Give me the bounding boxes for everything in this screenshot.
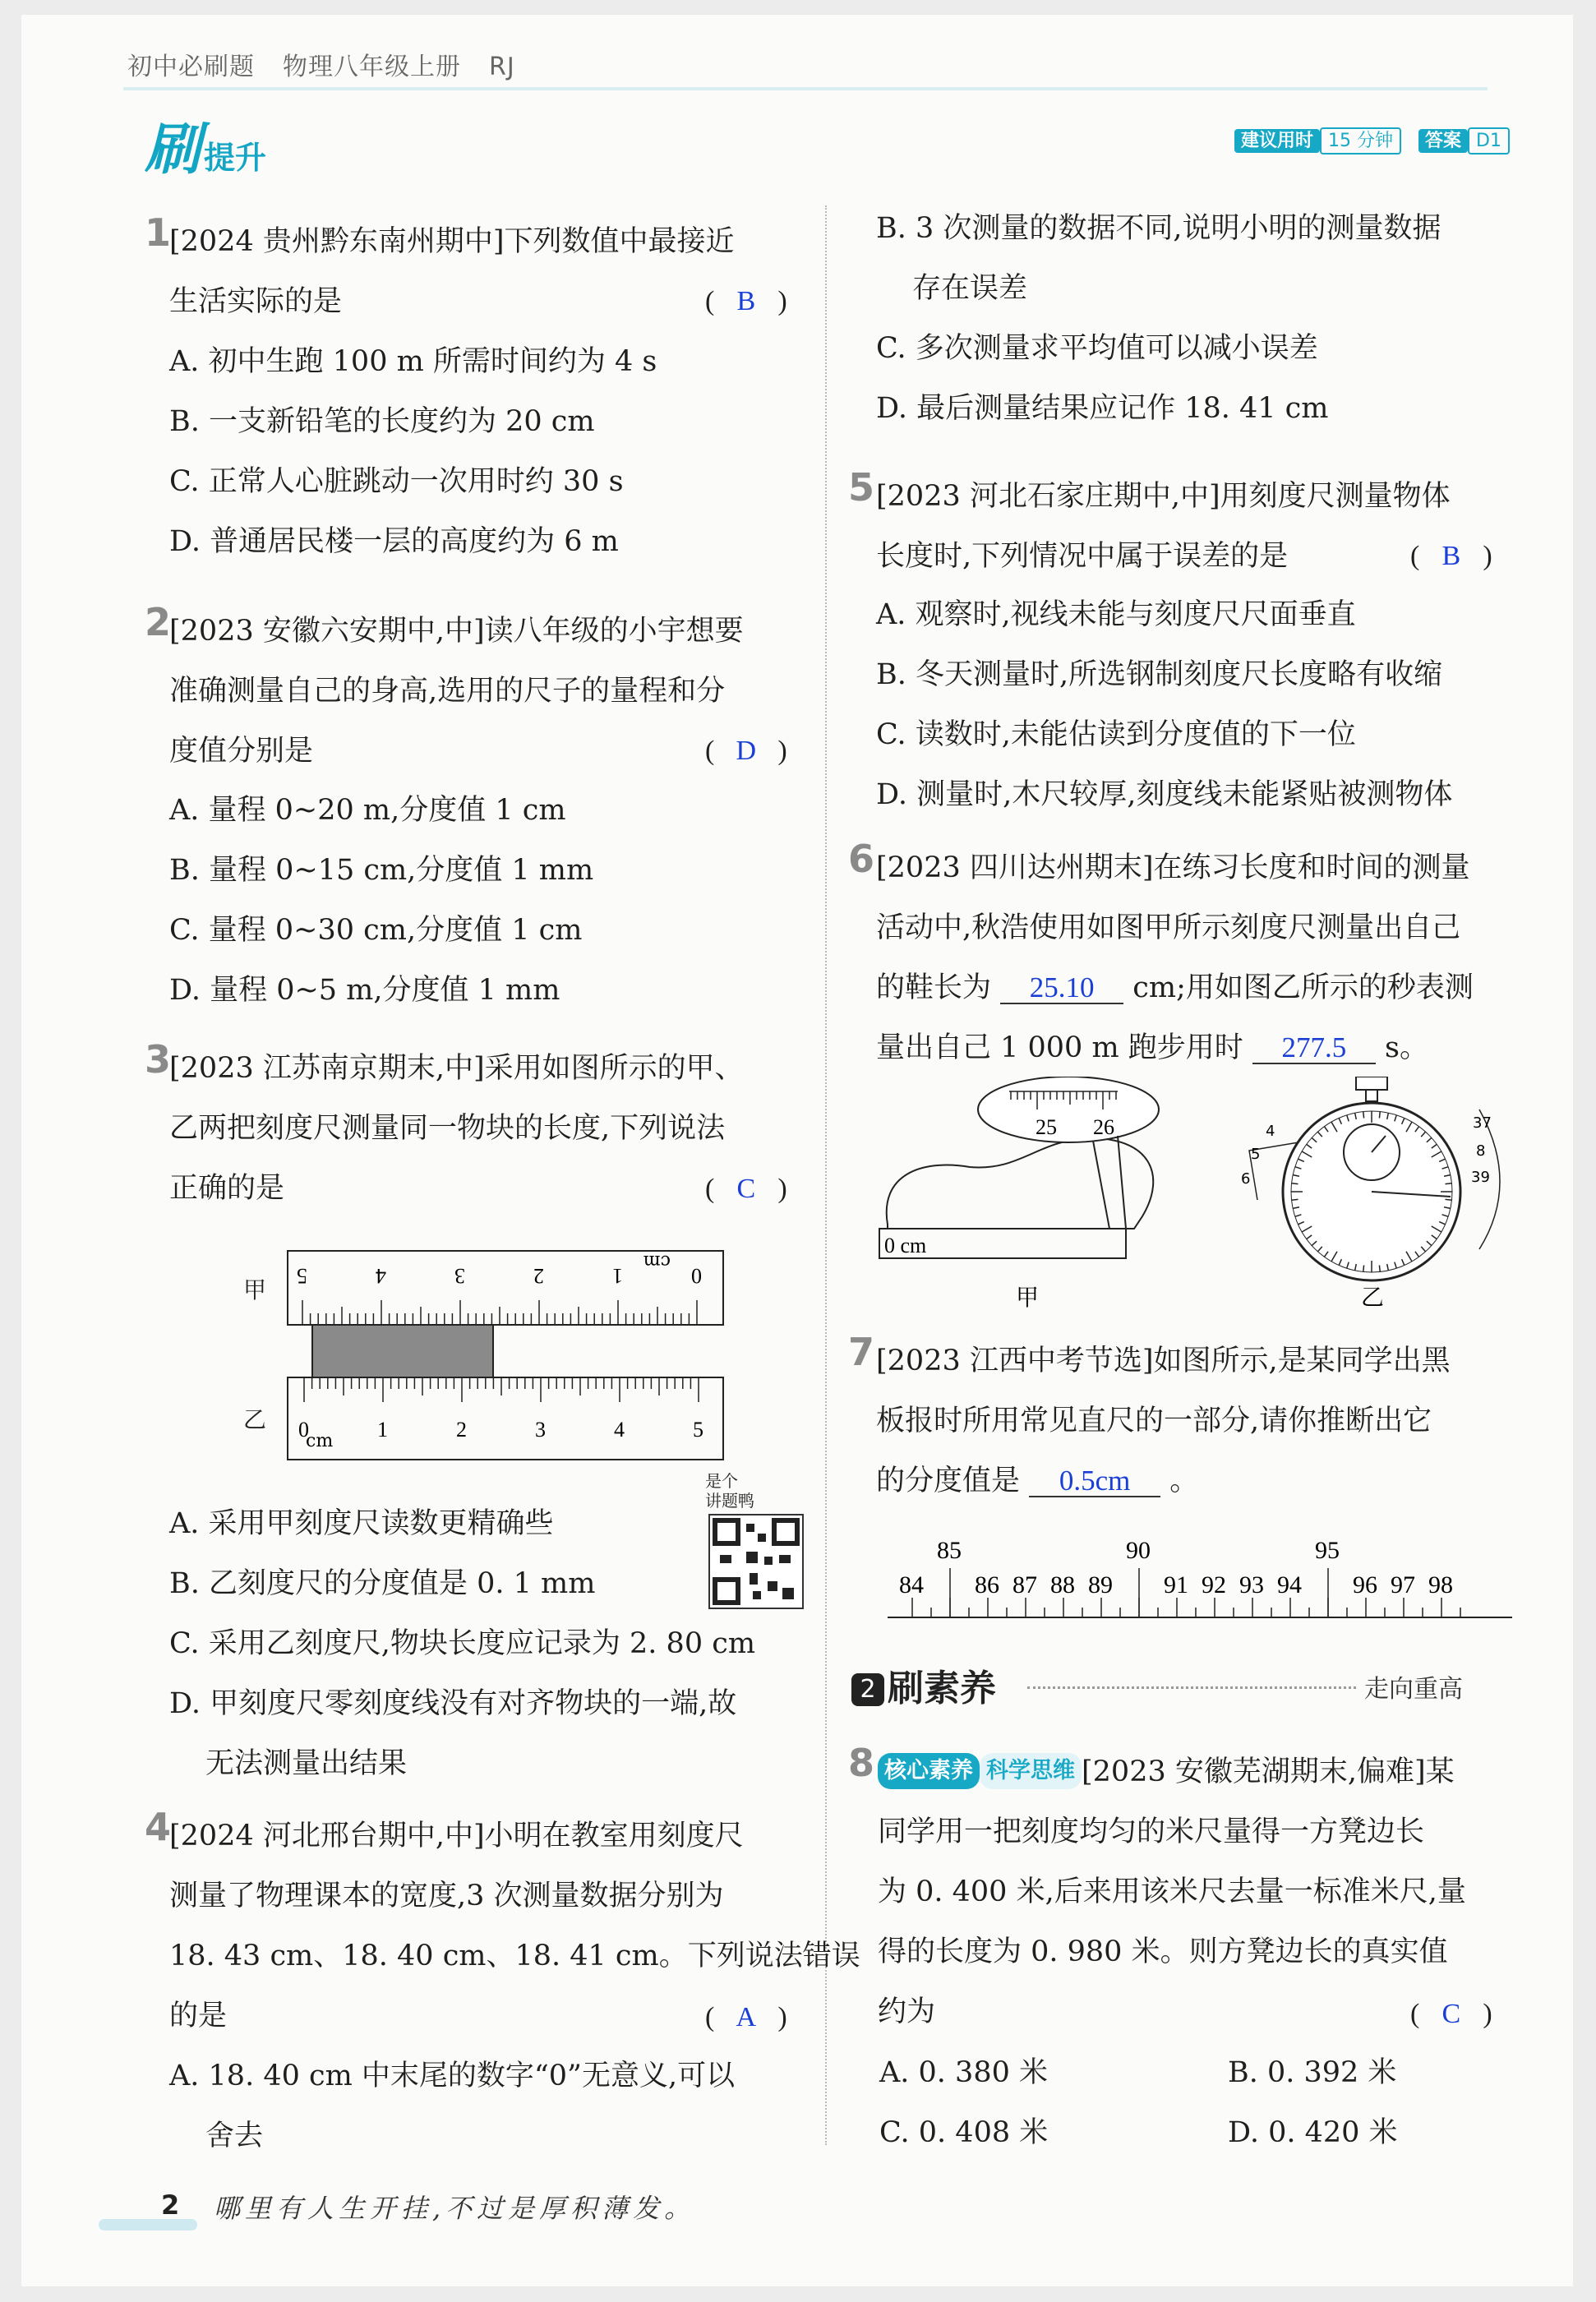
- q4-option-b: B. 3 次测量的数据不同,说明小明的测量数据: [876, 212, 1441, 245]
- q4-answer: ( A ): [705, 2002, 787, 2032]
- q4-option-a-cont: 舍去: [205, 2120, 264, 2152]
- q6-figure: [871, 1077, 1529, 1315]
- section-dotline: [1027, 1686, 1356, 1689]
- q4-line: 测量了物理课本的宽度,3 次测量数据分别为: [169, 1880, 724, 1912]
- q4-options-left: [169, 2046, 735, 2166]
- shoe-outline: [887, 1138, 1154, 1229]
- q3-line: 正确的是: [169, 1172, 285, 1205]
- ruler-jia-tick-label: 1: [612, 1264, 623, 1288]
- q4-option-d: D. 最后测量结果应记作 18. 41 cm: [876, 392, 1329, 425]
- q8-line: 同学用一把刻度均匀的米尺量得一方凳边长: [878, 1815, 1425, 1848]
- q3-answer: ( C ): [705, 1174, 787, 1204]
- q3-number: 3: [145, 1037, 172, 1082]
- footer-motto: 哪里有人生开挂,不过是厚积薄发。: [214, 2193, 696, 2224]
- q6-text: 量出自己 1 000 m 跑步用时: [876, 1031, 1243, 1064]
- q3-option-d: D. 甲刻度尺零刻度线没有对齐物块的一端,故: [169, 1687, 737, 1720]
- q2-option-a: A. 量程 0~20 m,分度值 1 cm: [169, 794, 566, 827]
- q8-line: 为 0. 400 米,后来用该米尺去量一标准米尺,量: [878, 1875, 1466, 1908]
- q4-number: 4: [145, 1805, 172, 1849]
- q5-option-b: B. 冬天测量时,所选钢制刻度尺长度略有收缩: [876, 658, 1443, 691]
- q4-line: 18. 43 cm、18. 40 cm、18. 41 cm。下列说法错误: [169, 1940, 860, 1972]
- q8-answer-letter: C: [1441, 1999, 1461, 2029]
- q8-first-line: [878, 1742, 1466, 1802]
- ruler-jia-label: 甲: [243, 1276, 267, 1303]
- big-dial-label: 37: [1473, 1114, 1492, 1132]
- q1-line: 生活实际的是: [169, 285, 343, 318]
- q7-ruler-label: 89: [1088, 1571, 1113, 1598]
- ruler-yi-tick-label: 5: [693, 1418, 703, 1442]
- book-name: 物理八年级上册: [283, 53, 461, 81]
- q5-option-a: A. 观察时,视线未能与刻度尺尺面垂直: [876, 598, 1356, 631]
- q4-option-a: A. 18. 40 cm 中末尾的数字“0”无意义,可以: [169, 2060, 736, 2092]
- ruler-jia-tick-label: 2: [533, 1264, 544, 1288]
- q2-option-b: B. 量程 0~15 cm,分度值 1 mm: [169, 854, 594, 887]
- q3-line: [2023 江苏南京期末,中]采用如图所示的甲、: [169, 1052, 744, 1085]
- section-title: [851, 1658, 996, 1711]
- q5-stem: [876, 467, 1451, 587]
- q7-number: 7: [848, 1330, 875, 1374]
- ruler-yi-body: [288, 1377, 723, 1460]
- q5-line: [2023 河北石家庄期中,中]用刻度尺测量物体: [876, 480, 1451, 513]
- q7-ruler-label: 94: [1277, 1571, 1302, 1598]
- q5-line: 长度时,下列情况中属于误差的是: [876, 540, 1289, 573]
- q8-option-d: D. 0. 420 米: [1228, 2116, 1398, 2149]
- q8-answer: ( C ): [1410, 1999, 1492, 2029]
- q1-option-d: D. 普通居民楼一层的高度约为 6 m: [169, 525, 619, 558]
- q5-option-d: D. 测量时,木尺较厚,刻度线未能紧贴被测物体: [876, 778, 1453, 811]
- measured-block: [312, 1325, 493, 1377]
- ruler-yi-tick-label: 0: [298, 1418, 309, 1442]
- q6-line: 活动中,秋浩使用如图甲所示刻度尺测量出自己: [876, 911, 1461, 944]
- ruler-yi-ticks: [298, 1377, 703, 1442]
- header-rule: [123, 87, 1488, 90]
- q6-stem: [876, 838, 1474, 1078]
- zoom-bubble: [978, 1077, 1159, 1142]
- page-number: 2: [161, 2189, 180, 2221]
- section-subtitle: 走向重高: [1364, 1675, 1463, 1704]
- series-name: 初中必刷题: [127, 53, 255, 81]
- q7-text: 的分度值是: [876, 1465, 1021, 1497]
- brand-big: 刷: [145, 118, 201, 182]
- q7-ruler-label: 87: [1012, 1571, 1037, 1598]
- q2-option-c: C. 量程 0~30 cm,分度值 1 cm: [169, 914, 583, 947]
- ruler-jia-tick-label: 4: [376, 1264, 386, 1288]
- q5-answer: ( B ): [1410, 541, 1492, 571]
- q2-option-d: D. 量程 0~5 m,分度值 1 mm: [169, 974, 560, 1007]
- q2-line: 度值分别是: [169, 735, 314, 768]
- q1-option-c: C. 正常人心脏跳动一次用时约 30 s: [169, 465, 624, 498]
- q2-answer: ( D ): [705, 736, 787, 766]
- q6-line: [2023 四川达州期末]在练习长度和时间的测量: [876, 851, 1470, 884]
- section-brand: [145, 105, 266, 185]
- q7-ruler-label: 93: [1239, 1571, 1264, 1598]
- q2-options: [169, 781, 593, 1021]
- qr-caption-line: 讲题鸭: [705, 1491, 754, 1511]
- q7-ruler-label: 97: [1391, 1571, 1415, 1598]
- q1-number: 1: [145, 210, 172, 255]
- q6-blank-shoe-length: 25.10: [1000, 973, 1123, 1004]
- answer-label: 答案: [1418, 129, 1468, 153]
- q7-ruler-label: 85: [937, 1537, 962, 1564]
- q3-option-a: A. 采用甲刻度尺读数更精确些: [169, 1507, 554, 1540]
- stopwatch-button: [1356, 1077, 1387, 1090]
- ruler-yi-tick-label: 3: [535, 1418, 546, 1442]
- q4-option-b-cont: 存在误差: [912, 272, 1028, 305]
- q8-option-c: C. 0. 408 米: [879, 2116, 1049, 2149]
- ruler-jia-tick-label: 0: [691, 1264, 702, 1288]
- q3-ruler-figure: [279, 1241, 740, 1471]
- ruler-jia-tick-label: 3: [454, 1264, 465, 1288]
- q6-ruler-zero: 0 cm: [884, 1234, 927, 1257]
- big-dial-label: 39: [1471, 1169, 1490, 1186]
- q4-option-c: C. 多次测量求平均值可以减小误差: [876, 332, 1318, 365]
- qr-caption-line: 是个: [705, 1471, 738, 1491]
- small-dial-label: 4: [1266, 1123, 1275, 1140]
- q8-line: 约为: [878, 1995, 936, 2028]
- ruler-yi-label: 乙: [243, 1406, 267, 1433]
- q6-line-blank2: [876, 1018, 1474, 1078]
- q6-blank-run-time: 277.5: [1252, 1033, 1376, 1064]
- q6-text: cm;用如图乙所示的秒表测: [1132, 971, 1474, 1004]
- small-dial-label: 6: [1241, 1170, 1251, 1188]
- q1-line: [2024 贵州黔东南州期中]下列数值中最接近: [169, 225, 735, 258]
- q3-line: 乙两把刻度尺测量同一物块的长度,下列说法: [169, 1112, 726, 1145]
- q8-options-left: [879, 2043, 1225, 2163]
- q3-option-d-cont: 无法测量出结果: [205, 1747, 408, 1780]
- q5-option-c: C. 读数时,未能估读到分度值的下一位: [876, 718, 1356, 751]
- q8-option-b: B. 0. 392 米: [1228, 2056, 1397, 2089]
- q7-stem: [876, 1331, 1451, 1511]
- q7-ruler-label: 96: [1353, 1571, 1377, 1598]
- science-thinking-badge: 科学思维: [980, 1753, 1082, 1789]
- q1-options: [169, 332, 657, 572]
- q5-answer-letter: B: [1441, 541, 1461, 571]
- q6-text: 的鞋长为: [876, 971, 992, 1004]
- q7-ruler-label: 95: [1315, 1537, 1340, 1564]
- q8-line: 得的长度为 0. 980 米。则方凳边长的真实值: [878, 1935, 1448, 1968]
- footer-decor: [99, 2219, 197, 2230]
- ruler-jia-unit: cm: [643, 1251, 671, 1271]
- q3-option-b: B. 乙刻度尺的分度值是 0. 1 mm: [169, 1567, 596, 1600]
- header-breadcrumb: [127, 46, 543, 82]
- q3-answer-letter: C: [736, 1174, 756, 1204]
- zoom-tick-label: 26: [1093, 1115, 1114, 1139]
- ruler-jia-tick-label: 5: [297, 1264, 307, 1288]
- core-literacy-badge: 核心素养: [878, 1753, 980, 1789]
- q6-number: 6: [848, 837, 875, 881]
- q8-option-a: A. 0. 380 米: [879, 2056, 1048, 2089]
- q7-blank-division: 0.5cm: [1029, 1466, 1160, 1497]
- q7-line: 板报时所用常见直尺的一部分,请你推断出它: [876, 1405, 1432, 1437]
- section-number: 2: [851, 1673, 884, 1706]
- brand-small: 提升: [204, 140, 267, 176]
- q1-answer-letter: B: [736, 286, 756, 316]
- q4-answer-letter: A: [736, 2002, 757, 2032]
- q7-ruler-label: 84: [899, 1571, 924, 1598]
- answer-page: D1: [1468, 127, 1510, 155]
- section-name: 刷素养: [888, 1668, 996, 1709]
- q4-line: 的是: [169, 2000, 228, 2032]
- q7-line-blank: [876, 1451, 1451, 1511]
- fig-jia-caption: 甲: [1016, 1284, 1040, 1311]
- ruler-yi-unit: cm: [306, 1431, 334, 1451]
- q7-ruler-label: 86: [975, 1571, 999, 1598]
- q5-number: 5: [848, 465, 875, 510]
- q1-option-b: B. 一支新铅笔的长度约为 20 cm: [169, 405, 595, 438]
- q3-stem: [169, 1039, 744, 1219]
- ruler-yi-tick-label: 2: [456, 1418, 467, 1442]
- zoom-tick-label: 25: [1036, 1115, 1057, 1139]
- q8-stem: [878, 1742, 1466, 2042]
- big-dial-label: 8: [1476, 1142, 1486, 1160]
- q7-ruler-labels: [899, 1537, 1453, 1598]
- q2-number: 2: [145, 600, 172, 644]
- q4-line: [2024 河北邢台期中,中]小明在教室用刻度尺: [169, 1820, 744, 1852]
- q2-answer-letter: D: [736, 736, 757, 766]
- edition: RJ: [489, 53, 515, 81]
- q7-ruler-label: 92: [1202, 1571, 1226, 1598]
- time-suggest: [1234, 127, 1401, 152]
- q8-number: 8: [848, 1741, 875, 1785]
- q1-stem: [169, 212, 735, 332]
- ruler-yi-tick-label: 1: [377, 1418, 388, 1442]
- q2-line: [2023 安徽六安期中,中]读八年级的小宇想要: [169, 615, 744, 648]
- q7-ruler-label: 90: [1126, 1537, 1151, 1564]
- q2-stem: [169, 602, 744, 782]
- q6-text: s。: [1385, 1031, 1429, 1064]
- q1-answer: ( B ): [705, 286, 787, 316]
- q7-ruler-figure: [879, 1520, 1520, 1619]
- ruler-jia-ticks: [297, 1264, 702, 1325]
- time-value: 15 分钟: [1320, 127, 1401, 155]
- time-label: 建议用时: [1234, 129, 1320, 153]
- q1-option-a: A. 初中生跑 100 m 所需时间约为 4 s: [169, 345, 657, 378]
- q7-ruler-label: 88: [1050, 1571, 1075, 1598]
- q8-options-right: [1228, 2043, 1524, 2163]
- ruler-yi-tick-label: 4: [614, 1418, 625, 1442]
- q2-line: 准确测量自己的身高,选用的尺子的量程和分: [169, 675, 726, 708]
- q6-line-blank1: [876, 958, 1474, 1018]
- fig-yi-caption: 乙: [1361, 1284, 1385, 1311]
- q7-ruler-label: 91: [1164, 1571, 1188, 1598]
- q3-option-c: C. 采用乙刻度尺,物块长度应记录为 2. 80 cm: [169, 1627, 756, 1660]
- small-dial-label: 5: [1251, 1146, 1261, 1163]
- answer-ref: [1418, 127, 1510, 152]
- q7-line: [2023 江西中考节选]如图所示,是某同学出黑: [876, 1345, 1451, 1377]
- q7-ruler-label: 98: [1428, 1571, 1453, 1598]
- q8-source: [2023 安徽芜湖期末,偏难]某: [1082, 1755, 1455, 1788]
- q4-options-right: [876, 199, 1441, 439]
- q7-text: 。: [1169, 1465, 1199, 1497]
- q5-options: [876, 585, 1452, 825]
- q3-options: [169, 1494, 755, 1794]
